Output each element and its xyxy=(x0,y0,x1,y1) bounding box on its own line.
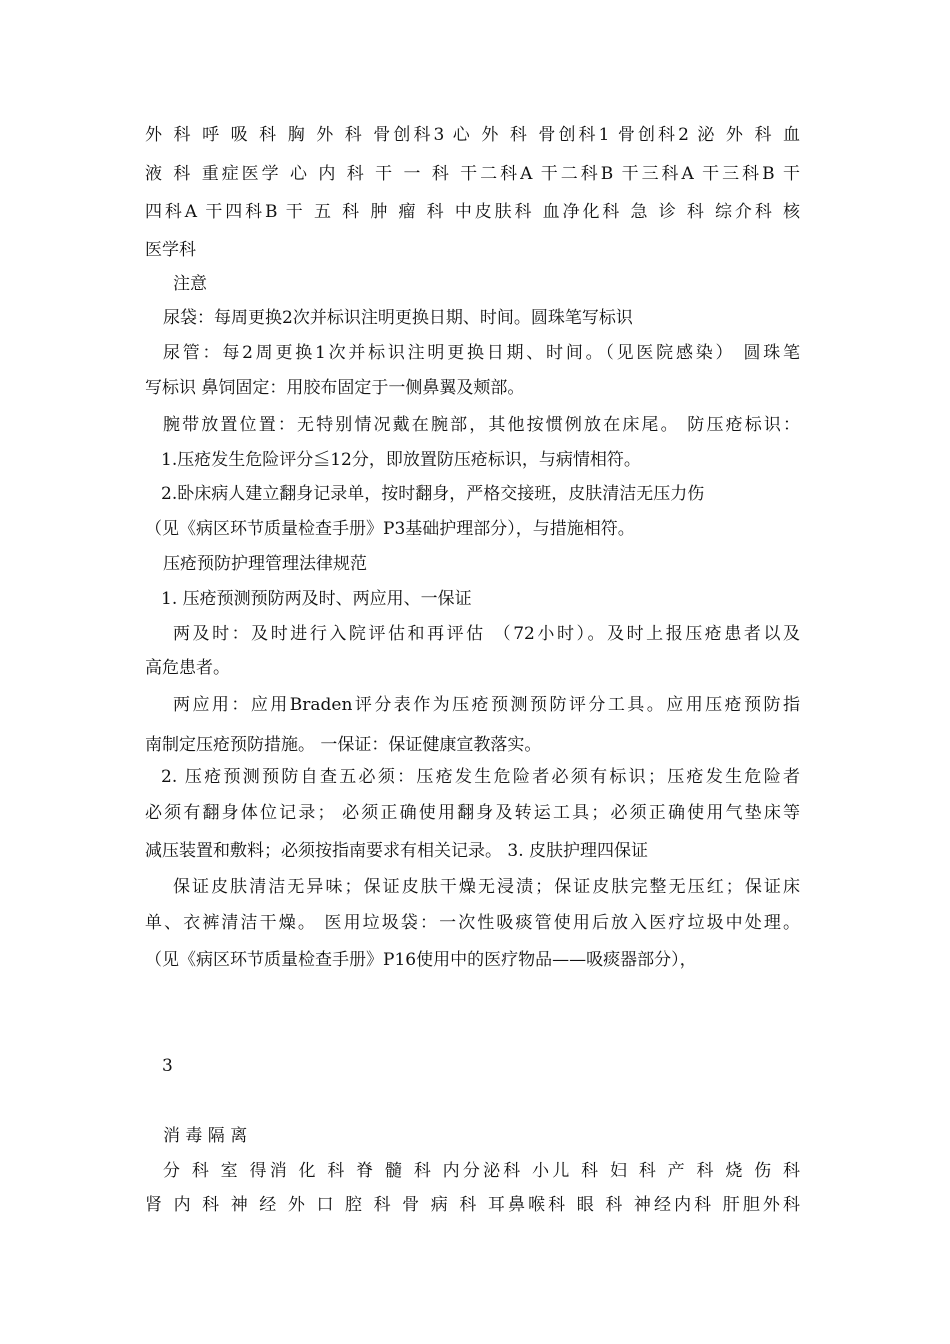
paragraph-catheter-line-1: 尿管：每2周更换1次并标识注明更换日期、时间。（见医院感染） 圆珠笔 xyxy=(163,343,800,363)
dept-list-line-4: 医学科 xyxy=(145,240,196,260)
paragraph-wristband: 腕带放置位置：无特别情况戴在腕部，其他按惯例放在床尾。 防压疮标识： xyxy=(163,415,800,435)
paragraph-skin-care-line-3: （见《病区环节质量检查手册》P16使用中的医疗物品——吸痰器部分）， xyxy=(145,950,697,970)
dept-list-2-line-1: 分 科 室 得消 化 科 脊 髓 科 内分泌科 小儿 科 妇 科 产 科 烧 伤 科 xyxy=(163,1161,800,1181)
paragraph-two-timely-line-2: 高危患者。 xyxy=(145,658,230,678)
paragraph-two-applications-line-1: 两应用：应用Braden评分表作为压疮预测预防评分工具。应用压疮预防指 xyxy=(173,695,800,715)
dept-list-2-line-2: 肾 内 科 神 经 外 口 腔 科 骨 病 科 耳鼻喉科 眼 科 神经内科 肝胆外科 xyxy=(145,1195,800,1215)
list-item-two-timely: 1. 压疮预测预防两及时、两应用、一保证 xyxy=(161,589,472,609)
section-heading-pressure-standards: 压疮预防护理管理法律规范 xyxy=(163,554,367,574)
page-number: 3 xyxy=(162,1056,173,1076)
list-item-pressure-score: 1.压疮发生危险评分≦12分，即放置防压疮标识，与病情相符。 xyxy=(161,450,641,470)
list-item-turning-record-line-2: （见《病区环节质量检查手册》P3基础护理部分），与措施相符。 xyxy=(145,519,635,539)
section-heading-disinfection: 消 毒 隔 离 xyxy=(163,1126,248,1146)
list-item-five-musts-line-1: 2. 压疮预测预防自查五必须：压疮发生危险者必须有标识；压疮发生危险者 xyxy=(161,767,800,787)
paragraph-urine-bag: 尿袋：每周更换2次并标识注明更换日期、时间。圆珠笔写标识 xyxy=(163,308,633,328)
paragraph-two-applications-line-2: 南制定压疮预防措施。 一保证：保证健康宣教落实。 xyxy=(145,735,542,755)
paragraph-two-timely-line-1: 两及时：及时进行入院评估和再评估 （72小时）。及时上报压疮患者以及 xyxy=(173,624,800,644)
dept-list-line-1: 外 科 呼 吸 科 胸 外 科 骨创科3 心 外 科 骨创科1 骨创科2 泌 外 科 血 xyxy=(145,125,800,145)
dept-list-line-3: 四科A 干四科B 干 五 科 肿 瘤 科 中皮肤科 血净化科 急 诊 科 综介科 核 xyxy=(145,202,800,222)
list-item-five-musts-line-3: 减压装置和敷料；必须按指南要求有相关记录。 3. 皮肤护理四保证 xyxy=(145,841,649,861)
section-heading-notice: 注意 xyxy=(173,274,207,294)
dept-list-line-2: 液 科 重症医学 心 内 科 干 一 科 干二科A 干二科B 干三科A 干三科B 干 xyxy=(145,164,800,184)
paragraph-catheter-line-2: 写标识 鼻饲固定：用胶布固定于一侧鼻翼及颊部。 xyxy=(145,378,525,398)
list-item-five-musts-line-2: 必须有翻身体位记录； 必须正确使用翻身及转运工具；必须正确使用气垫床等 xyxy=(145,803,800,823)
paragraph-skin-care-line-2: 单、衣裤清洁干燥。 医用垃圾袋：一次性吸痰管使用后放入医疗垃圾中处理。 xyxy=(145,913,800,933)
paragraph-skin-care-line-1: 保证皮肤清洁无异味；保证皮肤干燥无浸渍；保证皮肤完整无压红；保证床 xyxy=(173,877,800,897)
list-item-turning-record-line-1: 2.卧床病人建立翻身记录单，按时翻身，严格交接班，皮肤清洁无压力伤 xyxy=(161,484,705,504)
